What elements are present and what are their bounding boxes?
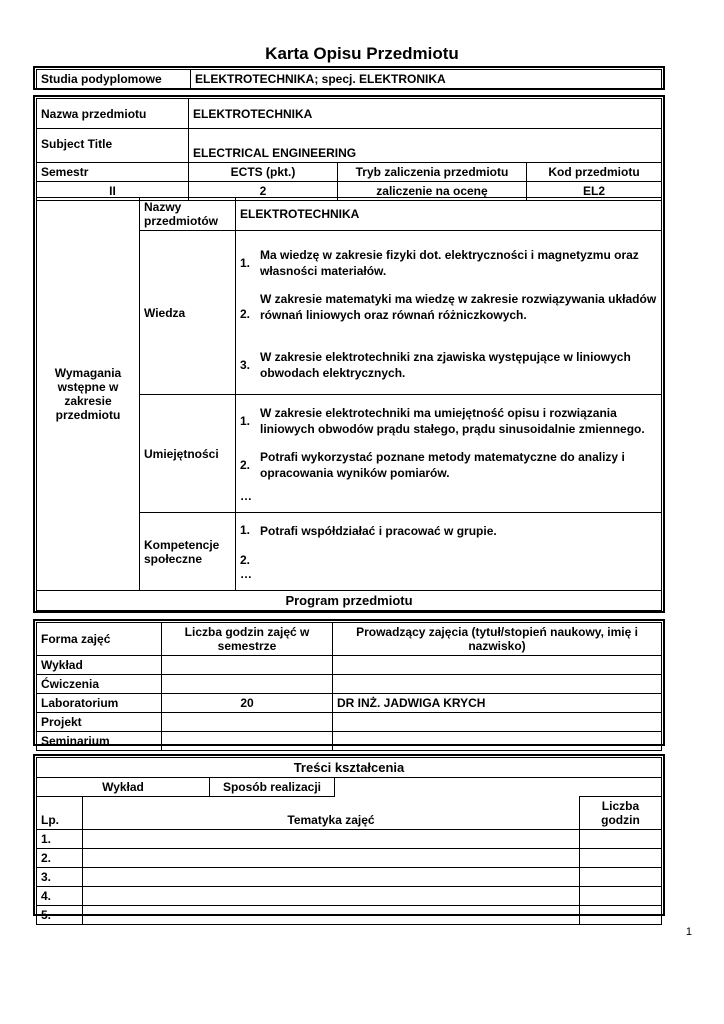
subjects-label: Nazwy przedmiotów	[140, 198, 236, 231]
code-value: EL2	[527, 182, 662, 201]
method-label: Sposób realizacji	[210, 778, 335, 797]
table-row: 2.	[37, 849, 662, 868]
social-item: 1. Potrafi współdziałać i pracować w grupie.	[240, 522, 497, 538]
social-more: …	[240, 566, 252, 581]
program-block	[33, 619, 665, 746]
subject-name-label: Nazwa przedmiotu	[37, 99, 189, 129]
program-heading: Program przedmiotu	[37, 591, 662, 611]
studies-label: Studia podyplomowe	[37, 70, 191, 89]
mode-value: zaliczenie na ocenę	[338, 182, 527, 201]
col-hours: Liczba godzin zajęć w semestrze	[162, 623, 333, 656]
knowledge-item: 1. Ma wiedzę w zakresie fizyki dot. elektryczności i magnetyzmu oraz własności materiałów.	[240, 247, 639, 278]
subject-title-value: ELECTRICAL ENGINEERING	[189, 129, 662, 163]
table-row: 3.	[37, 868, 662, 887]
skills-item: 2. Potrafi wykorzystać poznane metody matematyczne do analizy i opracowania wyników pomiarów.	[240, 449, 625, 480]
subjects-value: ELEKTROTECHNIKA	[236, 198, 662, 231]
mode-label: Tryb zaliczenia przedmiotu	[338, 163, 527, 182]
requirements-label: Wymagania wstępne w zakresie przedmiotu	[37, 198, 140, 591]
content-heading: Treści kształcenia	[37, 758, 662, 778]
content-block	[33, 754, 665, 922]
ects-label: ECTS (pkt.)	[189, 163, 338, 182]
knowledge-item: 3. W zakresie elektrotechniki zna zjawiska występujące w liniowych obwodach elektrycznych.	[240, 349, 631, 380]
skills-label: Umiejętności	[140, 395, 236, 513]
knowledge-label: Wiedza	[140, 231, 236, 395]
social-list	[236, 513, 662, 591]
method-value	[335, 778, 662, 797]
table-row: Seminarium	[37, 732, 662, 751]
subject-title-label: Subject Title	[37, 129, 189, 163]
code-label: Kod przedmiotu	[527, 163, 662, 182]
table-row: Projekt	[37, 713, 662, 732]
table-row: Wykład	[37, 656, 662, 675]
col-teacher: Prowadzący zajęcia (tytuł/stopień naukowy, imię i nazwisko)	[333, 623, 662, 656]
table-row: Laboratorium 20 DR INŻ. JADWIGA KRYCH	[37, 694, 662, 713]
skills-list	[236, 395, 662, 513]
lecture-label: Wykład	[37, 778, 210, 797]
col-content-hours: Liczba godzin	[579, 797, 661, 830]
studies-block	[33, 66, 665, 90]
table-row: 5.	[37, 906, 662, 925]
col-lp: Lp.	[37, 797, 83, 830]
skills-item: 1. W zakresie elektrotechniki ma umiejętność opisu i rozwiązania liniowych obwodów prądu stałego, prądu sinusoidalnie zmiennego.	[240, 405, 645, 436]
semester-label: Semestr	[37, 163, 189, 182]
social-label: Kompetencje społeczne	[140, 513, 236, 591]
table-row: 4.	[37, 887, 662, 906]
semester-value: II	[37, 182, 189, 201]
page-title: Karta Opisu Przedmiotu	[265, 44, 459, 63]
knowledge-item: 2. W zakresie matematyki ma wiedzę w zakresie rozwiązywania układów równań liniowych oraz równań różniczkowych.	[240, 291, 657, 322]
skills-more: …	[240, 488, 252, 503]
knowledge-list	[236, 231, 662, 395]
subject-name-value: ELEKTROTECHNIKA	[189, 99, 662, 129]
table-row: Ćwiczenia	[37, 675, 662, 694]
social-item: 2.	[240, 552, 251, 567]
ects-value: 2	[189, 182, 338, 201]
col-topic: Tematyka zajęć	[83, 797, 580, 830]
page-number: 1	[685, 926, 692, 938]
subject-block	[33, 95, 665, 613]
studies-value: ELEKTROTECHNIKA; specj. ELEKTRONIKA	[191, 70, 662, 89]
table-row: 1.	[37, 830, 662, 849]
col-form: Forma zajęć	[37, 623, 162, 656]
